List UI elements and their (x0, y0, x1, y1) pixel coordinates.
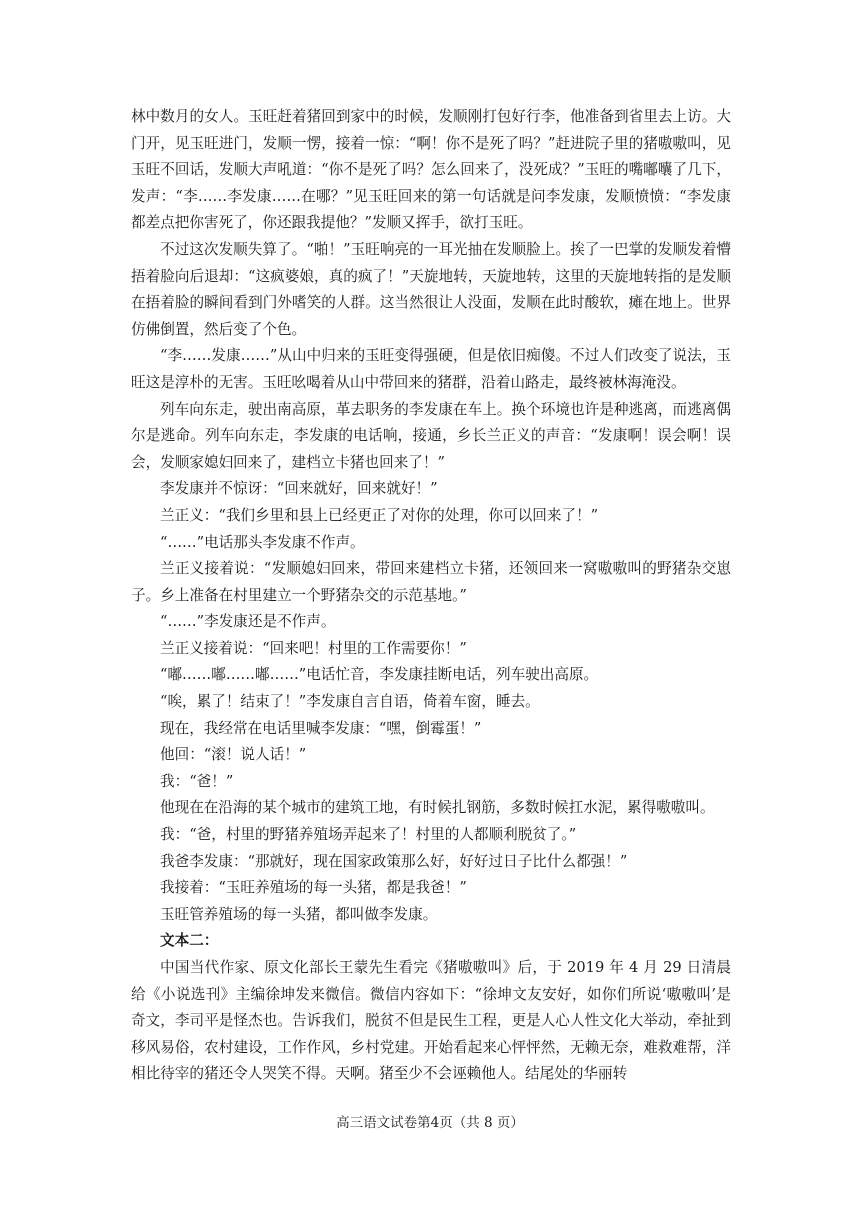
paragraph: 兰正义：“我们乡里和县上已经更正了对你的处理，你可以回来了！” (160, 506, 599, 524)
paragraph: 中国当代作家、原文化部长王蒙先生看完《猪嗷嗷叫》后，于 2019 年 4 月 29 日清晨给《小说选刊》主编徐坤发来微信。微信内容如下：“徐坤文友安好，如你们所说‘嗷嗷叫’是奇文，李司平是怪杰也。告诉我们，脱贫不但是民生工程，更是人心人性文化大举动，牵扯到移风易俗，农村建设，工作作风，乡村党建。开始看起来心怦怦然，无赖无奈，难救难帮，洋相比待宰的猪还令人哭笑不得。天啊。猪至少不会诬赖他人。结尾处的华丽转 (131, 959, 731, 1083)
paragraph: “李……发康……”从山中归来的玉旺变得强硬，但是依旧痴傻。不过人们改变了说法，玉旺这是淳朴的无害。玉旺吆喝着从山中带回来的猪群，沿着山路走，最终被林海淹没。 (131, 347, 731, 391)
paragraph: 他现在在沿海的某个城市的建筑工地，有时候扎钢筋，多数时候扛水泥，累得嗷嗷叫。 (160, 799, 715, 817)
paragraph: “……”电话那头李发康不作声。 (160, 533, 365, 551)
paragraph: “……”李发康还是不作声。 (160, 613, 336, 631)
paragraph: 我：“爸，村里的野猪养殖场弄起来了！村里的人都顺利脱贫了。” (160, 826, 577, 844)
paragraph: “嘟……嘟……嘟……”电话忙音，李发康挂断电话，列车驶出高原。 (160, 666, 599, 684)
paragraph: 我接着：“玉旺养殖场的每一头猪，都是我爸！” (160, 879, 467, 897)
document-body (131, 104, 731, 1088)
paragraph: 列车向东走，驶出南高原，革去职务的李发康在车上。换个环境也许是种逃离，而逃离偶尔是逃命。列车向东走，李发康的电话响，接通，乡长兰正义的声音：“发康啊！误会啊！误会，发顺家媳妇回来了，建档立卡猪也回来了！” (131, 400, 731, 471)
paragraph: 兰正义接着说：“发顺媳妇回来，带回来建档立卡猪，还领回来一窝嗷嗷叫的野猪杂交崽子。乡上准备在村里建立一个野猪杂交的示范基地。” (131, 560, 731, 604)
paragraph: 玉旺管养殖场的每一头猪，都叫做李发康。 (160, 905, 438, 923)
paragraph: 兰正义接着说：“回来吧！村里的工作需要你！” (160, 639, 467, 657)
paragraph: 林中数月的女人。玉旺赶着猪回到家中的时候，发顺刚打包好行李，他准备到省里去上访。大门开，见玉旺进门，发顺一愣，接着一惊：“啊！你不是死了吗？”赶进院子里的猪嗷嗷叫，见玉旺不回话，发顺大声吼道：“你不是死了吗？怎么回来了，没死成？”玉旺的嘴嘟囔了几下，发声：“李……李发康……在哪？”见玉旺回来的第一句话就是问李发康，发顺愤愤：“李发康都差点把你害死了，你还跟我提他？”发顺又挥手，欲打玉旺。 (131, 108, 731, 232)
section-heading: 文本二： (160, 932, 219, 950)
paragraph: “唉，累了！结束了！”李发康自言自语，倚着车窗，睡去。 (160, 693, 540, 711)
paragraph: 我：“爸！” (160, 772, 234, 790)
paragraph: 不过这次发顺失算了。“啪！”玉旺响亮的一耳光抽在发顺脸上。挨了一巴掌的发顺发着懵捂着脸向后退却：“这疯婆娘，真的疯了！”天旋地转，天旋地转，这里的天旋地转指的是发顺在捂着脸的瞬间看到门外嗜笑的人群。这当然很让人没面，发顺在此时酸软，瘫在地上。世界仿佛倒置，然后变了个色。 (131, 240, 731, 338)
paragraph: 李发康并不惊讶：“回来就好，回来就好！” (160, 480, 438, 498)
paragraph: 现在，我经常在电话里喊李发康：“嘿，倒霉蛋！” (160, 719, 482, 737)
paragraph: 他回：“滚！说人话！” (160, 746, 307, 764)
page-footer: 高三语文试卷第4页（共 8 页） (336, 1115, 524, 1131)
paragraph: 我爸李发康：“那就好，现在国家政策那么好，好好过日子比什么都强！” (160, 852, 628, 870)
